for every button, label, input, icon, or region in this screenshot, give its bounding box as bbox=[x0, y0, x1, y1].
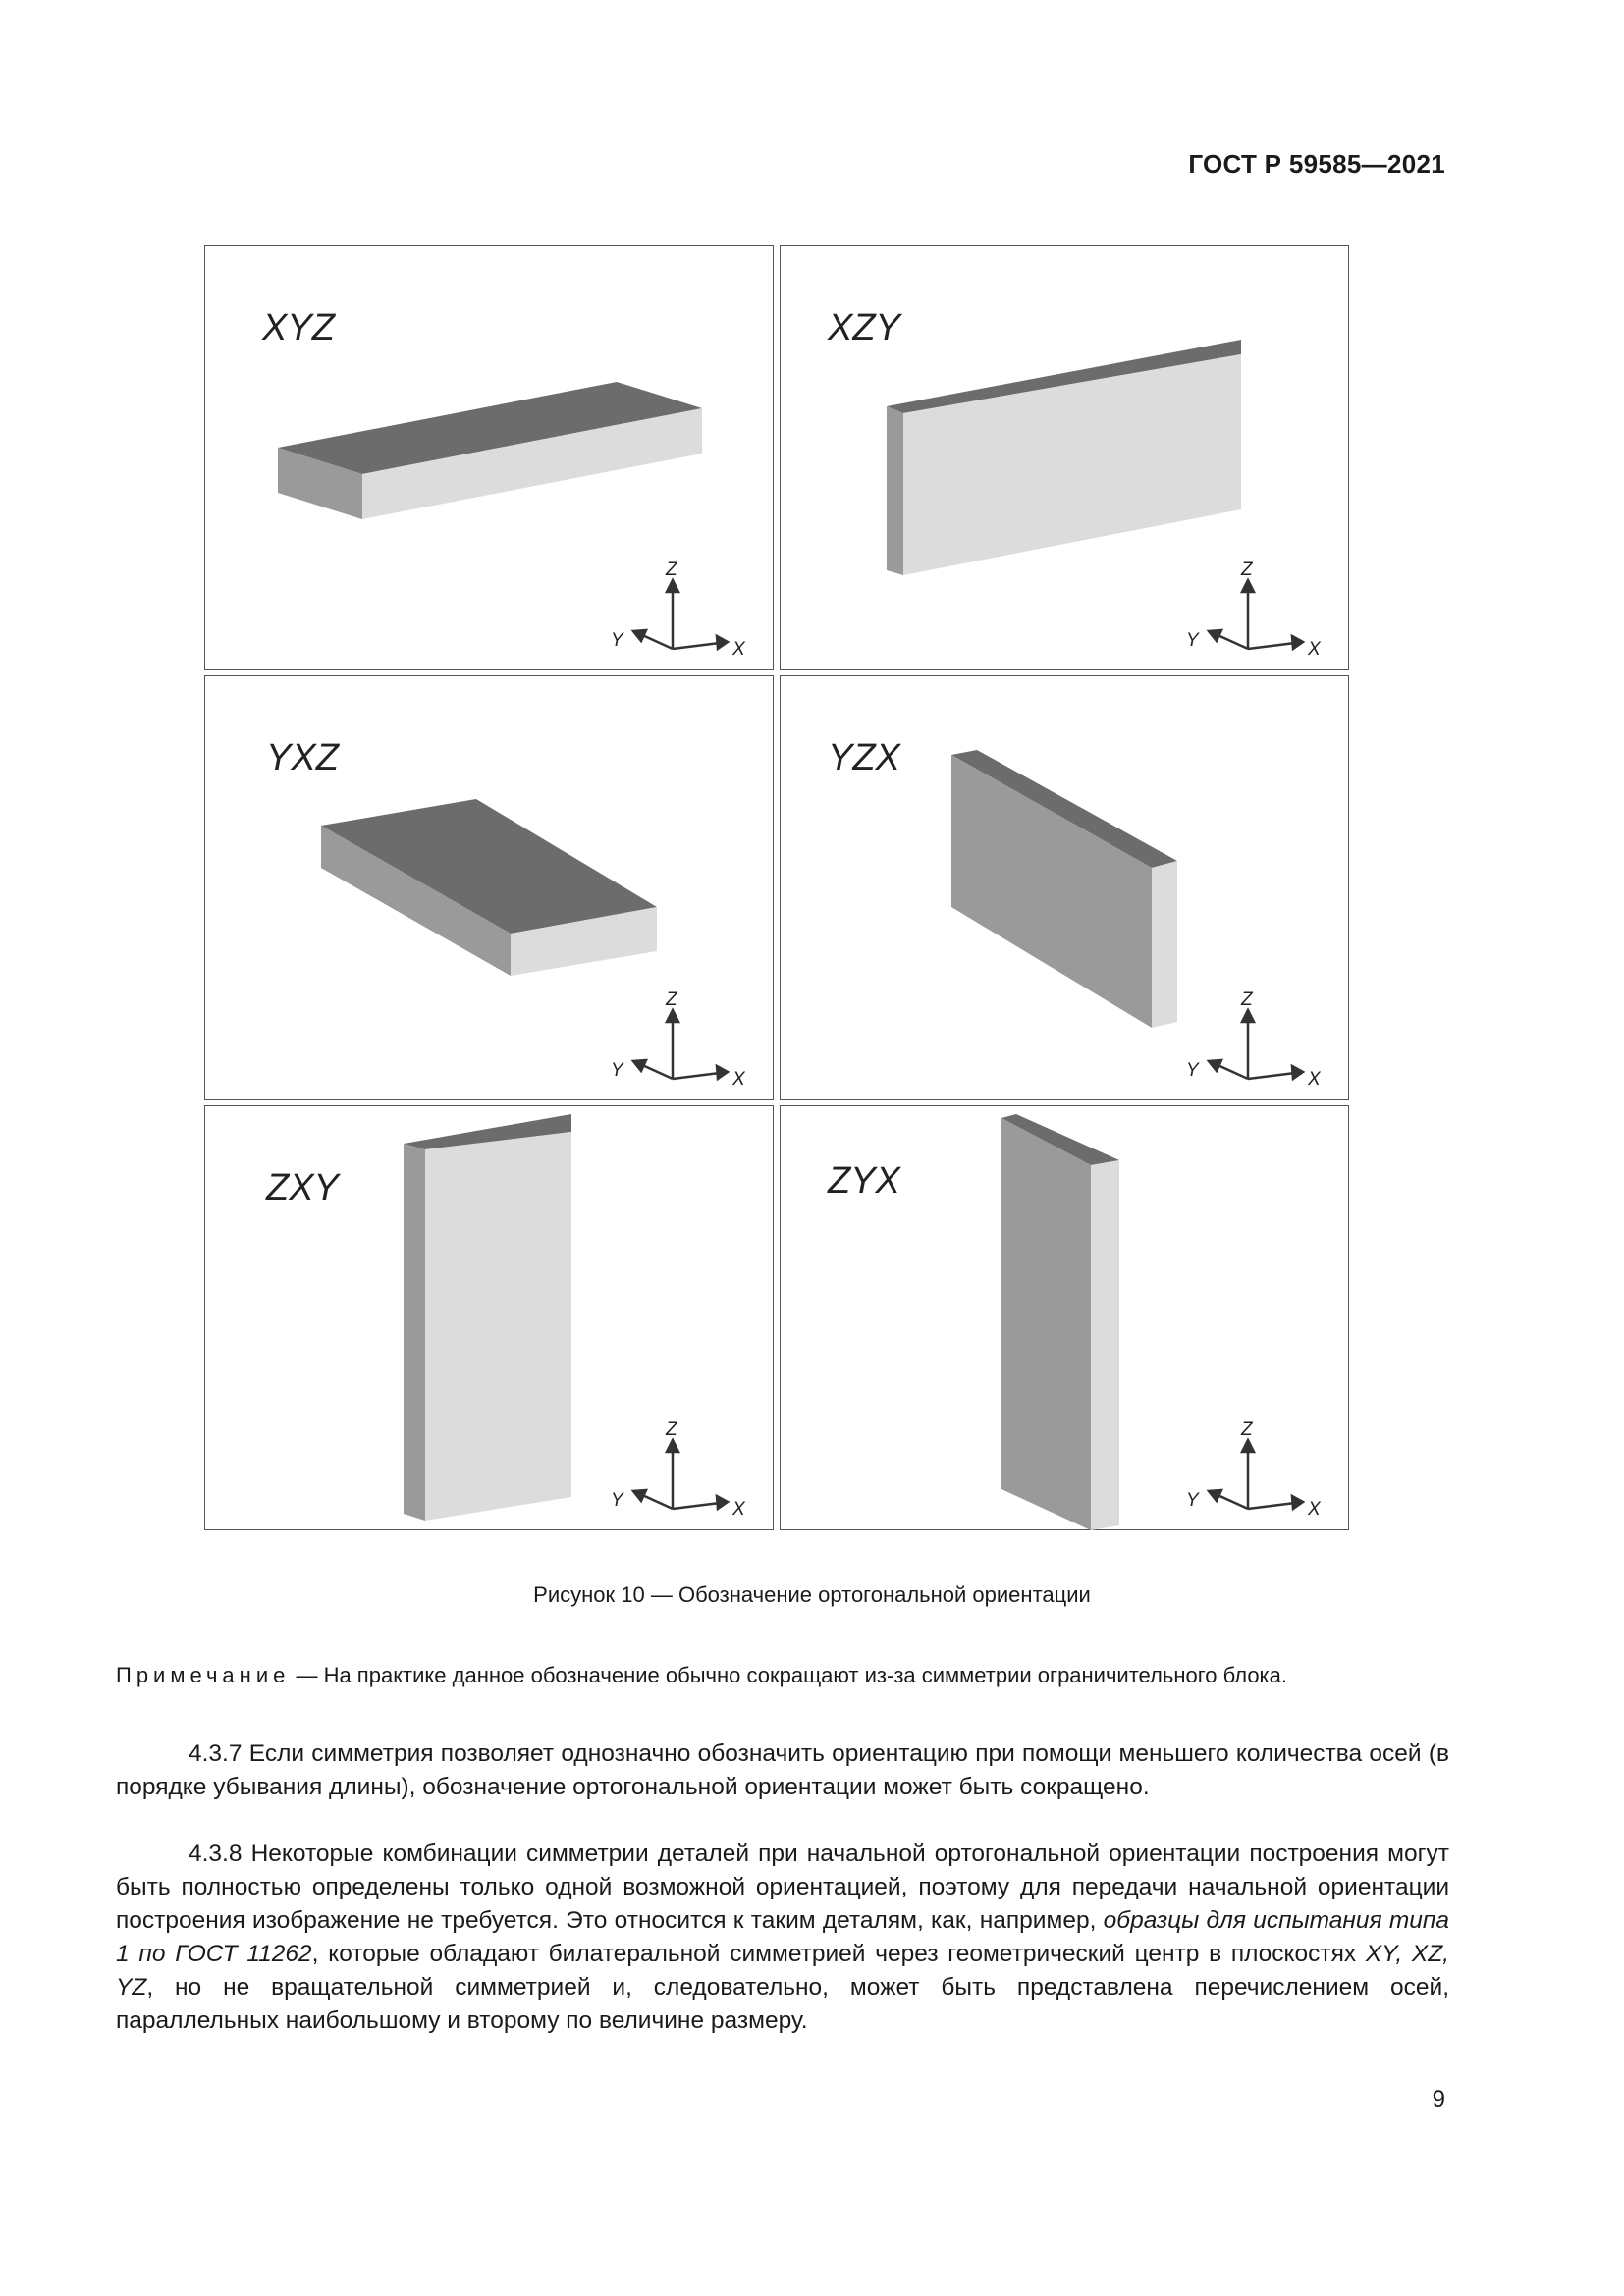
block-front-face bbox=[1152, 861, 1177, 1028]
block-yxz-drawing bbox=[205, 676, 775, 1101]
axis-triad bbox=[1209, 1440, 1303, 1509]
axis-label-x: X bbox=[732, 1069, 745, 1090]
axis-label-x: X bbox=[1308, 1069, 1321, 1090]
paragraph-text: , но не вращательной симметрией и, следовательно, может быть представлена перечислением осей, параллельных наибольшому и второму по величине размеру. bbox=[116, 1974, 1449, 2034]
axis-label-z: Z bbox=[666, 560, 677, 580]
panel-zyx bbox=[780, 1105, 1349, 1530]
note-label: Примечание bbox=[116, 1663, 291, 1687]
axis-label-z: Z bbox=[1241, 1419, 1253, 1440]
axis-label-y: Y bbox=[611, 1060, 623, 1081]
axis-label-x: X bbox=[732, 1499, 745, 1520]
axis-label-x: X bbox=[1308, 1499, 1321, 1520]
panel-xyz bbox=[204, 245, 774, 670]
paragraph-italic-planes: XY, XZ, YZ bbox=[116, 1941, 1449, 2001]
note bbox=[116, 1659, 1449, 1692]
panel-label: YZX bbox=[828, 737, 900, 778]
paragraph-text: 4.3.8 Некоторые комбинации симметрии деталей при начальной ортогональной ориентации построения могут быть полностью определены только одной возможной ориентацией, поэтому для передачи начальной ориентации построения изображение не требуется. Это относится к таким деталям, как, например, bbox=[116, 1841, 1449, 1934]
axis-triad bbox=[1209, 1010, 1303, 1079]
axis-label-z: Z bbox=[1241, 989, 1253, 1010]
block-side-face bbox=[887, 406, 903, 575]
document-code: ГОСТ Р 59585—2021 bbox=[1188, 149, 1445, 179]
axis-label-y: Y bbox=[1186, 630, 1199, 651]
axis-triad bbox=[633, 1010, 728, 1079]
panel-zxy bbox=[204, 1105, 774, 1530]
panel-yzx bbox=[780, 675, 1349, 1100]
axis-label-z: Z bbox=[666, 989, 677, 1010]
axis-label-y: Y bbox=[611, 1490, 623, 1511]
panel-label: XYZ bbox=[262, 307, 335, 348]
block-front-face bbox=[903, 354, 1241, 575]
paragraph-4-3-8 bbox=[116, 1838, 1449, 2038]
axis-label-x: X bbox=[1308, 639, 1321, 660]
note-text: — На практике данное обозначение обычно сокращают из-за симметрии ограничительного блока. bbox=[290, 1663, 1288, 1687]
panel-label: ZXY bbox=[266, 1167, 339, 1208]
axis-label-y: Y bbox=[1186, 1060, 1199, 1081]
axis-label-y: Y bbox=[611, 630, 623, 651]
panel-xzy bbox=[780, 245, 1349, 670]
paragraph-italic-reference: образцы для испытания типа 1 по ГОСТ 11262 bbox=[116, 1907, 1449, 1967]
block-xyz-drawing bbox=[205, 246, 775, 671]
block-side-face bbox=[404, 1144, 425, 1521]
axis-triad bbox=[1209, 580, 1303, 649]
block-yzx-drawing bbox=[781, 676, 1350, 1101]
axis-label-z: Z bbox=[666, 1419, 677, 1440]
panel-yxz bbox=[204, 675, 774, 1100]
axis-triad bbox=[633, 580, 728, 649]
figure-caption: Рисунок 10 — Обозначение ортогональной ориентации bbox=[533, 1582, 1091, 1607]
block-front-face bbox=[1091, 1160, 1119, 1530]
page-number: 9 bbox=[1432, 2086, 1445, 2112]
block-zyx-drawing bbox=[781, 1106, 1350, 1531]
axis-label-y: Y bbox=[1186, 1490, 1199, 1511]
block-side-face bbox=[1001, 1118, 1091, 1530]
axis-label-x: X bbox=[732, 639, 745, 660]
block-front-face bbox=[425, 1132, 571, 1521]
paragraph-text: , которые обладают билатеральной симметрией через геометрический центр в плоскостях bbox=[311, 1941, 1366, 1967]
block-zxy-drawing bbox=[205, 1106, 775, 1531]
panel-label: YXZ bbox=[266, 737, 339, 778]
paragraph-4-3-7: 4.3.7 Если симметрия позволяет однозначно обозначить ориентацию при помощи меньшего количества осей (в порядке убывания длины), обозначение ортогональной ориентации может быть сокращено. bbox=[116, 1740, 1449, 1800]
axis-label-z: Z bbox=[1241, 560, 1253, 580]
panel-label: ZYX bbox=[828, 1160, 900, 1201]
orientation-figure bbox=[204, 245, 1349, 1535]
axis-triad bbox=[633, 1440, 728, 1509]
panel-label: XZY bbox=[828, 307, 900, 348]
block-xzy-drawing bbox=[781, 246, 1350, 671]
